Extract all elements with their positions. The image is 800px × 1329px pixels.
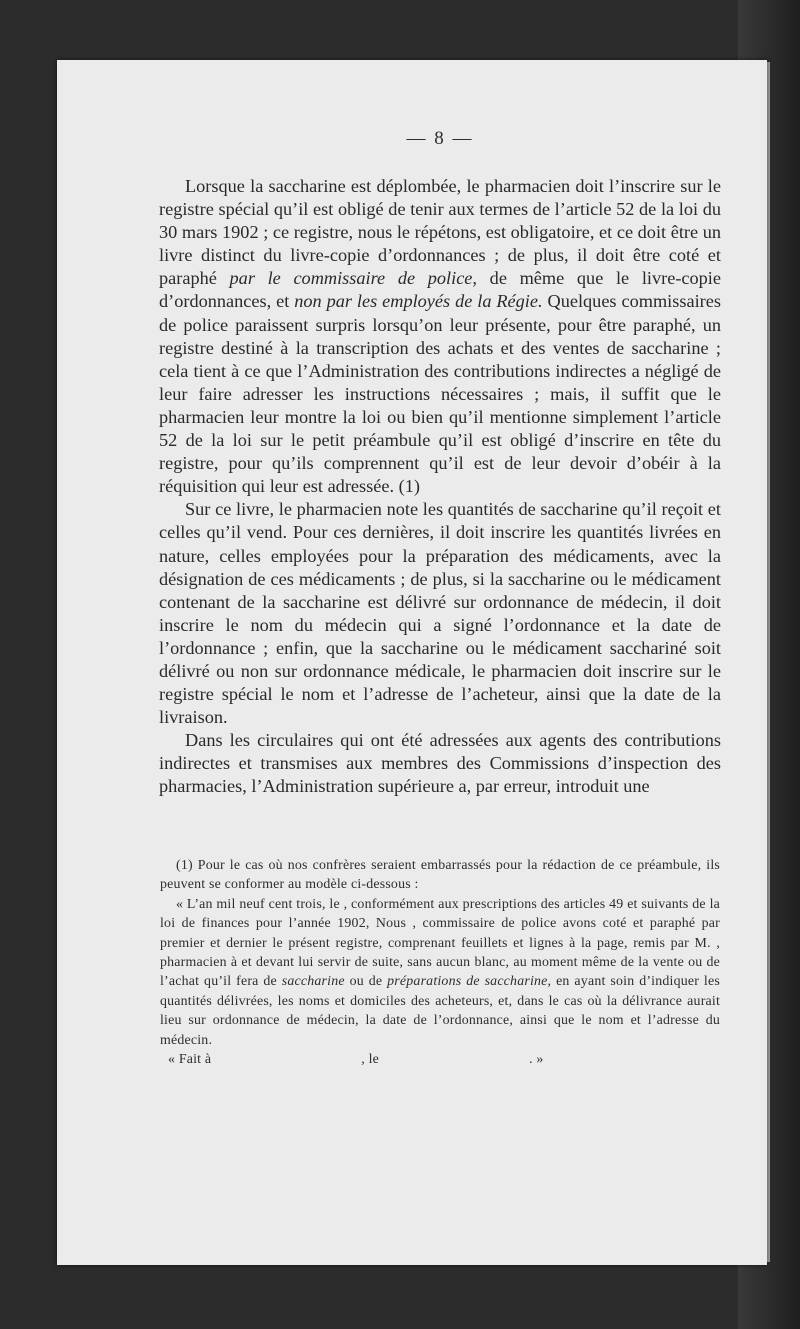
paragraph-1-emphasis-2: non par les employés de la Régie. [294, 291, 543, 312]
footnote-signature [160, 1050, 720, 1069]
footnote-mid: ou de [349, 974, 383, 990]
footnote-model-end: en ayant soin d’indiquer les quantités délivrées, les noms et domiciles des acheteurs, et, dans le cas où la délivrance aurait lieu sur ordonnance de médecin, la date de l’ordonnance, ainsi que le nom et l’adresse du médecin. [160, 974, 720, 1048]
paragraph-2: Sur ce livre, le pharmacien note les quantités de saccharine qu’il reçoit et celles qu’il vend. Pour ces dernières, il doit inscrire les quantités livrées en nature, celles employées pour la préparation des médicaments, avec la désignation de ces médicaments ; de plus, si la saccharine ou le médicament contenant de la saccharine est délivré sur ordonnance de médecin, il doit inscrire le nom du médecin qui a signé l’ordonnance et la date de l’ordonnance ; enfin, que la saccharine ou le médicament sacchariné soit délivré ou non sur ordonnance médicale, le pharmacien doit inscrire sur le registre spécial le nom et l’adresse de l’acheteur, ainsi que la date de la livraison. [159, 499, 721, 728]
page-number: — 8 — [406, 128, 474, 149]
footnote-model-text: « L’an mil neuf cent trois, le , conformément aux prescriptions des articles 49 et suivants de la loi de finances pour l’année 1902, Nous , commissaire de police avons coté et paraphé par premier et dernier le présent registre, comprenant feuillets et lignes à la page, remis par M. , pharmacien à et devant lui servir de suite, sans aucun blanc, au moment même de la vente ou de l’achat qu’il fera de [160, 896, 720, 990]
paragraph-1 [159, 175, 721, 498]
signature-end: . » [529, 1052, 544, 1068]
footnote [160, 856, 720, 1069]
signature-fait: « Fait à [168, 1052, 212, 1068]
footnote-intro: (1) Pour le cas où nos confrères seraient embarrassés pour la rédaction de ce préambule, ils peuvent se conformer au modèle ci-dessous : [160, 858, 720, 893]
footnote-emphasis-1: saccharine [281, 974, 345, 990]
footnote-model [160, 895, 720, 1050]
signature-le: , le [361, 1052, 380, 1068]
paragraph-1-mid: de même que le livre-copie d’ordonnances, et [159, 268, 721, 312]
paragraph-1-end: Quelques commissaires de police paraissent surpris lorsqu’on leur présente, pour être paraphé, un registre destiné à la transcription des achats et des ventes de saccharine ; cela tient à ce que l’Administration des contributions indirectes a négligé de leur faire adresser les instructions nécessaires ; mais, il suffit que le pharmacien leur montre la loi ou bien qu’il mentionne simplement l’article 52 de la loi sur le petit préambule qu’il est obligé d’inscrire en tête du registre, pour qu’ils comprennent qu’il est de leur devoir d’obéir à la réquisition qui leur est adressée. (1) [159, 291, 721, 497]
footnote-emphasis-2: préparations de saccharine, [387, 974, 552, 990]
paragraph-1-text: Lorsque la saccharine est déplombée, le pharmacien doit l’inscrire sur le registre spécial qu’il est obligé de tenir aux termes de l’article 52 de la loi du 30 mars 1902 ; ce registre, nous le répétons, est obligatoire, et ce doit être un livre distinct du livre-copie d’ordonnances ; de plus, il doit être coté et paraphé [159, 176, 721, 289]
paragraph-1-emphasis-1: par le commissaire de police, [229, 268, 477, 289]
main-text [159, 175, 721, 799]
paragraph-3: Dans les circulaires qui ont été adressées aux agents des contributions indirectes et transmises aux membres des Commissions d’inspection des pharmacies, l’Administration supérieure a, par erreur, introduit une [159, 730, 721, 797]
